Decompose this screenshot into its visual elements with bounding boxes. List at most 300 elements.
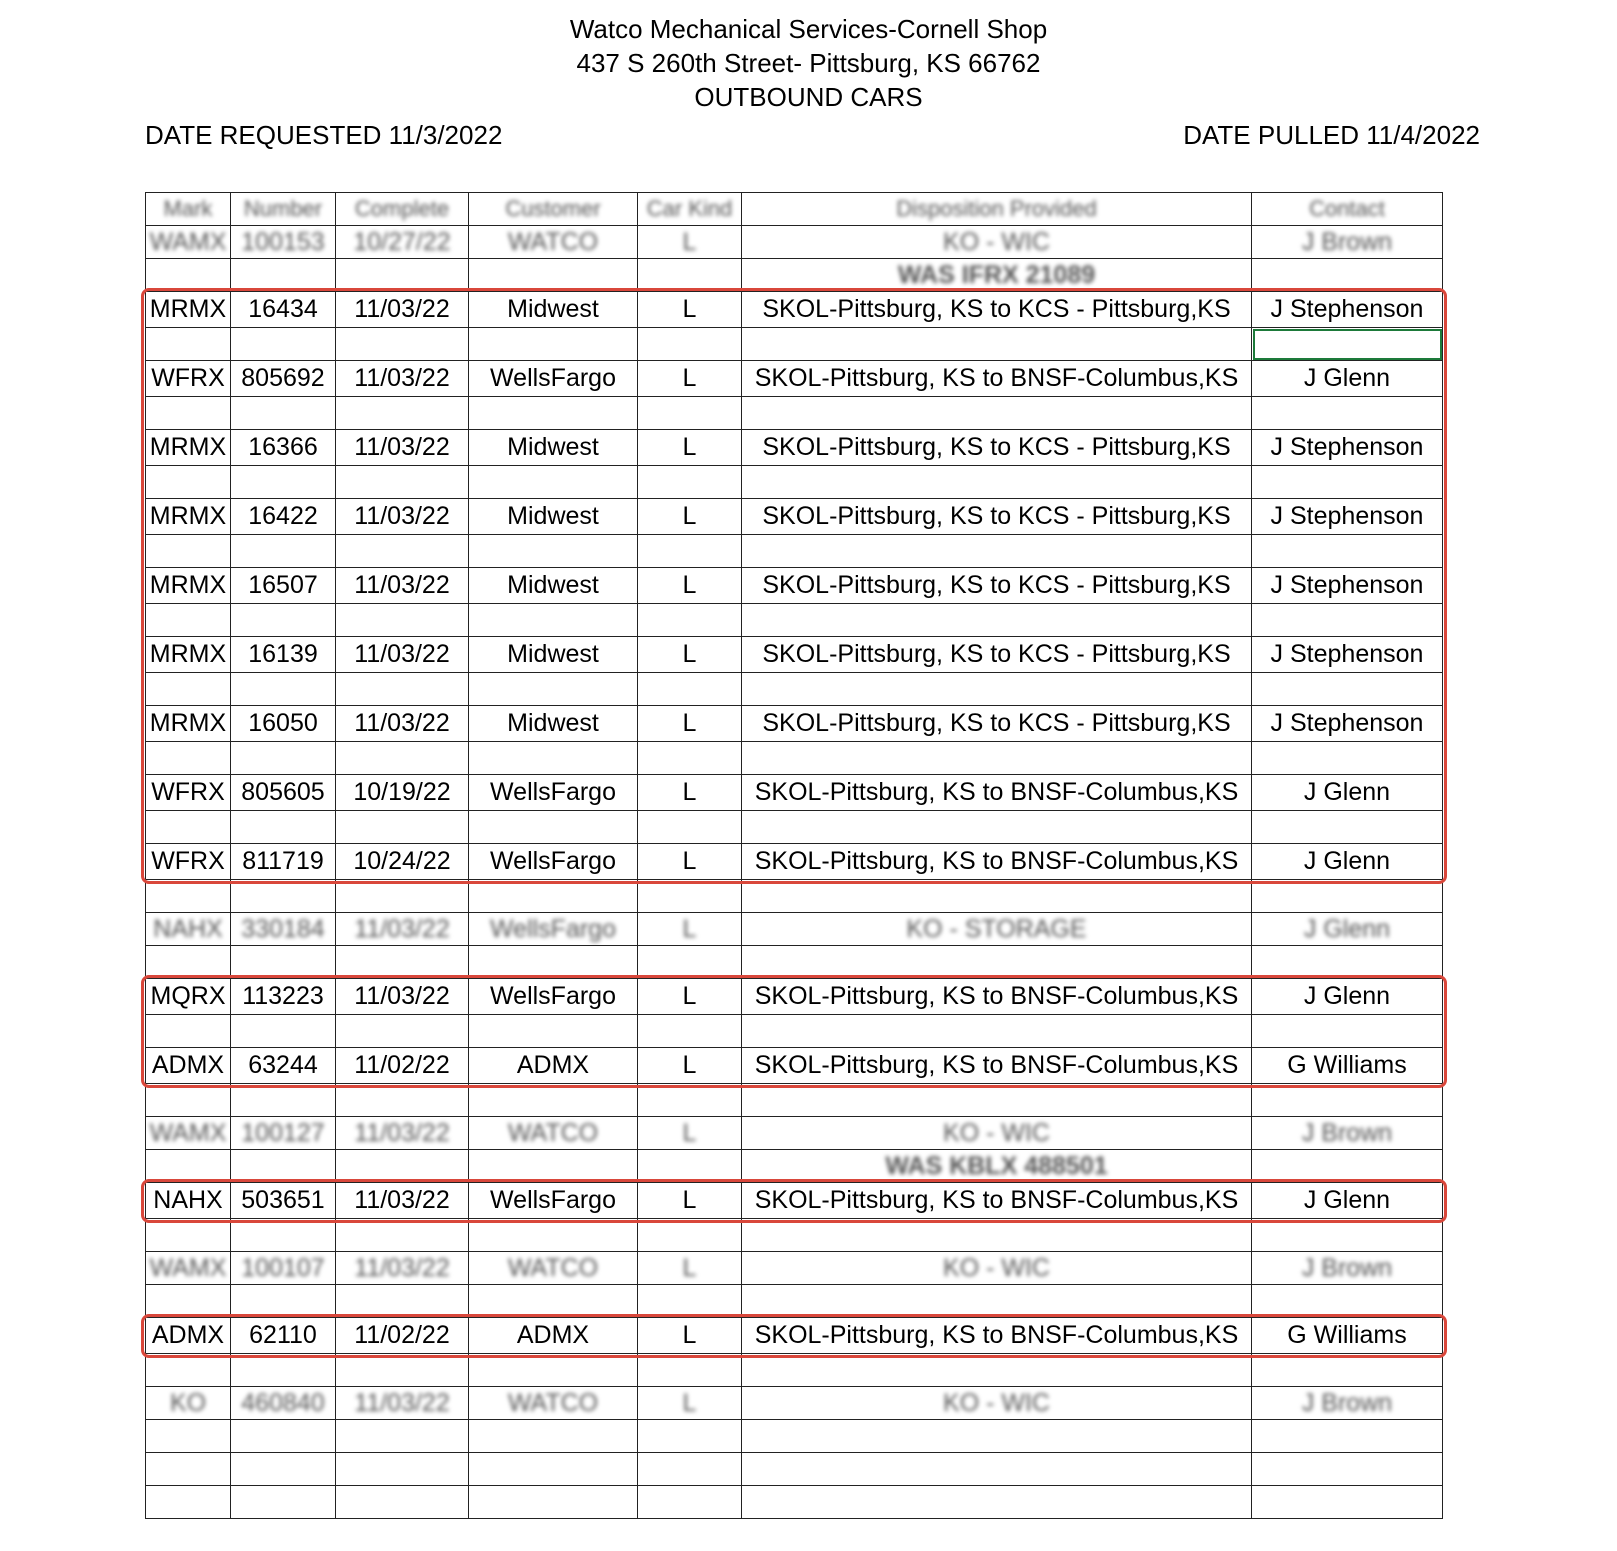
empty-cell[interactable] — [146, 397, 231, 430]
cell-number[interactable]: 330184 — [231, 913, 336, 946]
empty-cell[interactable] — [1252, 1453, 1443, 1486]
cell-contact[interactable]: J Stephenson — [1252, 499, 1443, 535]
cell-car-kind[interactable]: L — [638, 568, 742, 604]
empty-cell[interactable] — [1252, 397, 1443, 430]
cell-car-kind[interactable]: L — [638, 844, 742, 880]
cell-customer[interactable]: WATCO — [469, 1252, 638, 1285]
empty-cell[interactable] — [1252, 535, 1443, 568]
cell-contact[interactable]: J Brown — [1252, 226, 1443, 259]
cell-disposition[interactable]: SKOL-Pittsburg, KS to KCS - Pittsburg,KS — [742, 568, 1252, 604]
cell-contact[interactable]: J Stephenson — [1252, 706, 1443, 742]
cell-disposition[interactable]: KO - WIC — [742, 1387, 1252, 1420]
cell-contact[interactable]: J Glenn — [1252, 1183, 1443, 1219]
empty-row — [146, 1420, 1443, 1453]
empty-cell[interactable] — [146, 1015, 231, 1048]
empty-cell[interactable] — [742, 466, 1252, 499]
empty-cell[interactable] — [1252, 466, 1443, 499]
empty-cell[interactable] — [336, 811, 469, 844]
cell-number[interactable]: 503651 — [231, 1183, 336, 1219]
cell-car-kind[interactable]: L — [638, 775, 742, 811]
cell-number[interactable]: 100127 — [231, 1117, 336, 1150]
cell-customer[interactable]: Midwest — [469, 430, 638, 466]
empty-cell[interactable] — [469, 742, 638, 775]
cell-disposition[interactable]: SKOL-Pittsburg, KS to BNSF-Columbus,KS — [742, 775, 1252, 811]
cell-contact[interactable]: G Williams — [1252, 1318, 1443, 1354]
cell-customer[interactable]: WellsFargo — [469, 775, 638, 811]
empty-cell[interactable] — [469, 259, 638, 292]
cell-disposition[interactable]: KO - STORAGE — [742, 913, 1252, 946]
empty-cell[interactable] — [638, 880, 742, 913]
empty-cell[interactable] — [146, 1285, 231, 1318]
empty-cell[interactable] — [146, 259, 231, 292]
empty-cell[interactable] — [638, 1420, 742, 1453]
table-row — [146, 706, 1443, 742]
table-body — [146, 226, 1443, 1519]
empty-cell[interactable] — [638, 1453, 742, 1486]
table-row — [146, 361, 1443, 397]
document-title: OUTBOUND CARS — [694, 82, 923, 112]
cell-contact[interactable]: J Brown — [1252, 1117, 1443, 1150]
empty-cell[interactable] — [742, 1084, 1252, 1117]
empty-cell[interactable] — [336, 946, 469, 979]
cell-complete[interactable]: 10/19/22 — [336, 775, 469, 811]
cell-customer[interactable]: WATCO — [469, 226, 638, 259]
cell-car-kind[interactable]: L — [638, 979, 742, 1015]
cell-car-kind[interactable]: L — [638, 499, 742, 535]
empty-cell[interactable] — [231, 880, 336, 913]
empty-cell[interactable] — [336, 466, 469, 499]
cell-disposition[interactable]: SKOL-Pittsburg, KS to BNSF-Columbus,KS — [742, 979, 1252, 1015]
empty-cell[interactable] — [1252, 1219, 1443, 1252]
cell-mark[interactable]: WAMX — [146, 226, 231, 259]
empty-cell[interactable] — [638, 397, 742, 430]
empty-cell[interactable] — [469, 673, 638, 706]
empty-cell[interactable] — [638, 1084, 742, 1117]
cell-car-kind[interactable]: L — [638, 1048, 742, 1084]
empty-cell[interactable] — [231, 673, 336, 706]
cell-customer[interactable]: ADMX — [469, 1048, 638, 1084]
cell-mark[interactable]: MRMX — [146, 499, 231, 535]
empty-cell[interactable] — [146, 1084, 231, 1117]
cell-disposition[interactable]: KO - WIC — [742, 1117, 1252, 1150]
cell-car-kind[interactable]: L — [638, 1387, 742, 1420]
cell-car-kind[interactable]: L — [638, 1318, 742, 1354]
cell-disposition[interactable]: SKOL-Pittsburg, KS to BNSF-Columbus,KS — [742, 1048, 1252, 1084]
empty-cell[interactable] — [231, 397, 336, 430]
cell-complete[interactable]: 11/03/22 — [336, 499, 469, 535]
empty-cell[interactable] — [336, 535, 469, 568]
cell-contact[interactable]: J Glenn — [1252, 844, 1443, 880]
empty-cell[interactable] — [336, 1084, 469, 1117]
cell-complete[interactable]: 10/24/22 — [336, 844, 469, 880]
cell-contact[interactable]: J Brown — [1252, 1387, 1443, 1420]
empty-cell[interactable] — [1252, 1354, 1443, 1387]
empty-cell[interactable] — [742, 880, 1252, 913]
cell-customer[interactable]: Midwest — [469, 499, 638, 535]
empty-row — [146, 535, 1443, 568]
empty-cell[interactable] — [469, 1084, 638, 1117]
empty-cell[interactable] — [336, 1150, 469, 1183]
table-row — [146, 499, 1443, 535]
empty-cell[interactable] — [742, 1354, 1252, 1387]
empty-cell[interactable] — [231, 1420, 336, 1453]
cell-complete[interactable]: 11/03/22 — [336, 706, 469, 742]
empty-cell[interactable] — [469, 604, 638, 637]
empty-cell[interactable] — [231, 742, 336, 775]
empty-row — [146, 946, 1443, 979]
table-row — [146, 979, 1443, 1015]
col-header-mark: Mark — [146, 193, 231, 226]
cell-car-kind[interactable]: L — [638, 1117, 742, 1150]
cell-contact[interactable]: J Glenn — [1252, 361, 1443, 397]
empty-cell[interactable] — [469, 1453, 638, 1486]
cell-mark[interactable]: KO — [146, 1387, 231, 1420]
cell-complete[interactable]: 11/03/22 — [336, 568, 469, 604]
table-row — [146, 844, 1443, 880]
empty-cell[interactable] — [231, 946, 336, 979]
cell-customer[interactable]: Midwest — [469, 706, 638, 742]
cell-mark[interactable]: MRMX — [146, 637, 231, 673]
empty-cell[interactable] — [231, 811, 336, 844]
empty-cell[interactable] — [231, 1084, 336, 1117]
cell-disposition[interactable]: SKOL-Pittsburg, KS to BNSF-Columbus,KS — [742, 844, 1252, 880]
cell-customer[interactable]: WellsFargo — [469, 979, 638, 1015]
empty-cell[interactable] — [1252, 811, 1443, 844]
empty-cell[interactable] — [336, 397, 469, 430]
selected-cell[interactable] — [1252, 328, 1443, 361]
empty-cell[interactable] — [231, 1219, 336, 1252]
empty-cell[interactable] — [469, 1285, 638, 1318]
empty-row — [146, 397, 1443, 430]
empty-cell[interactable] — [638, 946, 742, 979]
cell-number[interactable]: 16366 — [231, 430, 336, 466]
cell-disposition[interactable]: SKOL-Pittsburg, KS to BNSF-Columbus,KS — [742, 1183, 1252, 1219]
cell-contact[interactable]: J Glenn — [1252, 913, 1443, 946]
empty-cell[interactable] — [231, 1453, 336, 1486]
cell-complete[interactable]: 10/27/22 — [336, 226, 469, 259]
cell-mark[interactable]: WFRX — [146, 361, 231, 397]
cell-mark[interactable]: WAMX — [146, 1117, 231, 1150]
empty-cell[interactable] — [146, 1150, 231, 1183]
empty-cell[interactable] — [742, 811, 1252, 844]
empty-cell[interactable] — [638, 1015, 742, 1048]
cell-mark[interactable]: MRMX — [146, 430, 231, 466]
cell-number[interactable]: 100153 — [231, 226, 336, 259]
empty-cell[interactable] — [638, 811, 742, 844]
cell-car-kind[interactable]: L — [638, 706, 742, 742]
empty-cell[interactable] — [336, 1354, 469, 1387]
empty-cell[interactable] — [146, 1486, 231, 1519]
cell-contact[interactable]: G Williams — [1252, 1048, 1443, 1084]
empty-cell[interactable] — [1252, 604, 1443, 637]
note-row — [146, 1150, 1443, 1183]
empty-cell[interactable] — [638, 673, 742, 706]
cell-number[interactable]: 16422 — [231, 499, 336, 535]
empty-cell[interactable] — [1252, 1015, 1443, 1048]
empty-cell[interactable] — [1252, 880, 1443, 913]
cell-number[interactable]: 16139 — [231, 637, 336, 673]
empty-cell[interactable] — [469, 880, 638, 913]
empty-cell[interactable] — [1252, 946, 1443, 979]
empty-cell[interactable] — [742, 328, 1252, 361]
cell-disposition[interactable]: SKOL-Pittsburg, KS to KCS - Pittsburg,KS — [742, 499, 1252, 535]
cell-car-kind[interactable]: L — [638, 226, 742, 259]
empty-cell[interactable] — [336, 673, 469, 706]
empty-cell[interactable] — [146, 673, 231, 706]
cell-number[interactable]: 16050 — [231, 706, 336, 742]
empty-cell[interactable] — [146, 1420, 231, 1453]
cell-mark[interactable]: NAHX — [146, 1183, 231, 1219]
col-header-car-kind: Car Kind — [638, 193, 742, 226]
note-text[interactable]: WAS KBLX 488501 — [742, 1150, 1252, 1183]
empty-cell[interactable] — [742, 604, 1252, 637]
empty-cell[interactable] — [1252, 1486, 1443, 1519]
empty-cell[interactable] — [469, 1150, 638, 1183]
empty-row — [146, 1015, 1443, 1048]
empty-cell[interactable] — [231, 1354, 336, 1387]
table-header-row — [146, 193, 1443, 226]
empty-cell[interactable] — [146, 811, 231, 844]
cell-contact[interactable]: J Stephenson — [1252, 430, 1443, 466]
cell-complete[interactable]: 11/03/22 — [336, 1183, 469, 1219]
empty-cell[interactable] — [638, 1219, 742, 1252]
empty-cell[interactable] — [336, 1285, 469, 1318]
empty-cell[interactable] — [146, 604, 231, 637]
cell-mark[interactable]: WFRX — [146, 844, 231, 880]
empty-cell[interactable] — [1252, 1420, 1443, 1453]
empty-cell[interactable] — [146, 1219, 231, 1252]
cell-customer[interactable]: Midwest — [469, 568, 638, 604]
empty-cell[interactable] — [146, 946, 231, 979]
cell-customer[interactable]: WATCO — [469, 1117, 638, 1150]
empty-cell[interactable] — [469, 1354, 638, 1387]
empty-cell[interactable] — [231, 259, 336, 292]
cell-mark[interactable]: MRMX — [146, 706, 231, 742]
cell-car-kind[interactable]: L — [638, 913, 742, 946]
empty-cell[interactable] — [638, 466, 742, 499]
empty-cell[interactable] — [742, 742, 1252, 775]
cell-complete[interactable]: 11/03/22 — [336, 1252, 469, 1285]
cell-mark[interactable]: NAHX — [146, 913, 231, 946]
empty-cell[interactable] — [1252, 1285, 1443, 1318]
empty-cell[interactable] — [1252, 1084, 1443, 1117]
cell-contact[interactable]: J Stephenson — [1252, 292, 1443, 328]
cell-complete[interactable]: 11/03/22 — [336, 979, 469, 1015]
cell-number[interactable]: 100107 — [231, 1252, 336, 1285]
empty-cell[interactable] — [336, 259, 469, 292]
empty-cell[interactable] — [146, 1453, 231, 1486]
cell-complete[interactable]: 11/02/22 — [336, 1048, 469, 1084]
cell-disposition[interactable]: KO - WIC — [742, 226, 1252, 259]
cell-number[interactable]: 805605 — [231, 775, 336, 811]
empty-cell[interactable] — [231, 1150, 336, 1183]
shop-name: Watco Mechanical Services-Cornell Shop — [569, 14, 1048, 44]
cell-car-kind[interactable]: L — [638, 637, 742, 673]
cell-disposition[interactable]: SKOL-Pittsburg, KS to BNSF-Columbus,KS — [742, 361, 1252, 397]
empty-cell[interactable] — [1252, 742, 1443, 775]
empty-cell[interactable] — [638, 1150, 742, 1183]
cell-mark[interactable]: ADMX — [146, 1318, 231, 1354]
empty-cell[interactable] — [146, 466, 231, 499]
empty-cell[interactable] — [146, 880, 231, 913]
empty-cell[interactable] — [469, 946, 638, 979]
empty-cell[interactable] — [231, 604, 336, 637]
empty-cell[interactable] — [146, 535, 231, 568]
empty-cell[interactable] — [336, 742, 469, 775]
empty-cell[interactable] — [146, 742, 231, 775]
empty-cell[interactable] — [742, 1219, 1252, 1252]
note-row — [146, 259, 1443, 292]
empty-cell[interactable] — [336, 604, 469, 637]
cell-number[interactable]: 460840 — [231, 1387, 336, 1420]
cell-customer[interactable]: ADMX — [469, 1318, 638, 1354]
cell-disposition[interactable]: SKOL-Pittsburg, KS to KCS - Pittsburg,KS — [742, 637, 1252, 673]
empty-row — [146, 673, 1443, 706]
cell-car-kind[interactable]: L — [638, 292, 742, 328]
empty-cell[interactable] — [231, 466, 336, 499]
empty-cell[interactable] — [1252, 259, 1443, 292]
empty-cell[interactable] — [336, 1420, 469, 1453]
empty-cell[interactable] — [336, 1486, 469, 1519]
empty-cell[interactable] — [231, 1285, 336, 1318]
empty-cell[interactable] — [469, 1486, 638, 1519]
cell-disposition[interactable]: KO - WIC — [742, 1252, 1252, 1285]
cell-number[interactable]: 63244 — [231, 1048, 336, 1084]
cell-mark[interactable]: WAMX — [146, 1252, 231, 1285]
empty-cell[interactable] — [1252, 1150, 1443, 1183]
empty-cell[interactable] — [469, 535, 638, 568]
cell-number[interactable]: 805692 — [231, 361, 336, 397]
cell-customer[interactable]: WellsFargo — [469, 1183, 638, 1219]
table-row — [146, 1048, 1443, 1084]
empty-cell[interactable] — [231, 1486, 336, 1519]
empty-cell[interactable] — [469, 397, 638, 430]
empty-cell[interactable] — [742, 1486, 1252, 1519]
empty-cell[interactable] — [469, 1219, 638, 1252]
empty-cell[interactable] — [638, 535, 742, 568]
cell-customer[interactable]: WellsFargo — [469, 361, 638, 397]
cell-mark[interactable]: ADMX — [146, 1048, 231, 1084]
cell-car-kind[interactable]: L — [638, 430, 742, 466]
date-requested: DATE REQUESTED 11/3/2022 — [145, 120, 503, 150]
empty-cell[interactable] — [231, 328, 336, 361]
empty-row — [146, 328, 1443, 361]
cell-mark[interactable]: MQRX — [146, 979, 231, 1015]
empty-cell[interactable] — [469, 466, 638, 499]
cell-number[interactable]: 16434 — [231, 292, 336, 328]
col-header-complete: Complete — [336, 193, 469, 226]
cell-complete[interactable]: 11/03/22 — [336, 430, 469, 466]
empty-row — [146, 1453, 1443, 1486]
empty-cell[interactable] — [638, 328, 742, 361]
cell-complete[interactable]: 11/03/22 — [336, 361, 469, 397]
cell-customer[interactable]: WellsFargo — [469, 844, 638, 880]
cell-disposition[interactable]: SKOL-Pittsburg, KS to KCS - Pittsburg,KS — [742, 706, 1252, 742]
empty-cell[interactable] — [1252, 673, 1443, 706]
empty-cell[interactable] — [469, 328, 638, 361]
empty-cell[interactable] — [638, 1285, 742, 1318]
cell-number[interactable]: 16507 — [231, 568, 336, 604]
empty-row — [146, 466, 1443, 499]
cell-customer[interactable]: Midwest — [469, 637, 638, 673]
cell-complete[interactable]: 11/03/22 — [336, 913, 469, 946]
cell-car-kind[interactable]: L — [638, 1183, 742, 1219]
empty-cell[interactable] — [638, 1486, 742, 1519]
cell-mark[interactable]: WFRX — [146, 775, 231, 811]
empty-cell[interactable] — [146, 1354, 231, 1387]
cell-contact[interactable]: J Stephenson — [1252, 637, 1443, 673]
cell-number[interactable]: 811719 — [231, 844, 336, 880]
empty-cell[interactable] — [742, 946, 1252, 979]
empty-cell[interactable] — [336, 1219, 469, 1252]
table-row — [146, 1387, 1443, 1420]
empty-cell[interactable] — [336, 1015, 469, 1048]
cell-mark[interactable]: MRMX — [146, 292, 231, 328]
empty-cell[interactable] — [638, 1354, 742, 1387]
cell-complete[interactable]: 11/02/22 — [336, 1318, 469, 1354]
cell-complete[interactable]: 11/03/22 — [336, 1117, 469, 1150]
date-pulled: DATE PULLED 11/4/2022 — [1183, 120, 1480, 150]
empty-cell[interactable] — [336, 1453, 469, 1486]
table-row — [146, 1183, 1443, 1219]
empty-cell[interactable] — [336, 328, 469, 361]
cell-complete[interactable]: 11/03/22 — [336, 292, 469, 328]
cell-contact[interactable]: J Stephenson — [1252, 568, 1443, 604]
cell-car-kind[interactable]: L — [638, 361, 742, 397]
empty-cell[interactable] — [638, 742, 742, 775]
empty-cell[interactable] — [469, 1015, 638, 1048]
table-row — [146, 292, 1443, 328]
cell-mark[interactable]: MRMX — [146, 568, 231, 604]
note-text[interactable]: WAS IFRX 21089 — [742, 259, 1252, 292]
cell-disposition[interactable]: SKOL-Pittsburg, KS to BNSF-Columbus,KS — [742, 1318, 1252, 1354]
cell-number[interactable]: 113223 — [231, 979, 336, 1015]
empty-cell[interactable] — [469, 1420, 638, 1453]
empty-cell[interactable] — [146, 328, 231, 361]
empty-row — [146, 1486, 1443, 1519]
empty-cell[interactable] — [742, 535, 1252, 568]
cell-disposition[interactable]: SKOL-Pittsburg, KS to KCS - Pittsburg,KS — [742, 430, 1252, 466]
cell-customer[interactable]: Midwest — [469, 292, 638, 328]
empty-cell[interactable] — [231, 1015, 336, 1048]
cell-customer[interactable]: WATCO — [469, 1387, 638, 1420]
empty-cell[interactable] — [742, 673, 1252, 706]
cell-contact[interactable]: J Glenn — [1252, 979, 1443, 1015]
empty-cell[interactable] — [742, 1453, 1252, 1486]
empty-cell[interactable] — [638, 259, 742, 292]
cell-contact[interactable]: J Brown — [1252, 1252, 1443, 1285]
cell-complete[interactable]: 11/03/22 — [336, 1387, 469, 1420]
empty-row — [146, 880, 1443, 913]
cell-complete[interactable]: 11/03/22 — [336, 637, 469, 673]
empty-cell[interactable] — [742, 1420, 1252, 1453]
empty-cell[interactable] — [742, 1285, 1252, 1318]
empty-row — [146, 742, 1443, 775]
empty-cell[interactable] — [742, 1015, 1252, 1048]
empty-row — [146, 1285, 1443, 1318]
cell-car-kind[interactable]: L — [638, 1252, 742, 1285]
empty-cell[interactable] — [231, 535, 336, 568]
empty-cell[interactable] — [638, 604, 742, 637]
table-row — [146, 913, 1443, 946]
cell-customer[interactable]: WellsFargo — [469, 913, 638, 946]
empty-cell[interactable] — [336, 880, 469, 913]
cell-number[interactable]: 62110 — [231, 1318, 336, 1354]
cell-contact[interactable]: J Glenn — [1252, 775, 1443, 811]
empty-cell[interactable] — [469, 811, 638, 844]
cell-disposition[interactable]: SKOL-Pittsburg, KS to KCS - Pittsburg,KS — [742, 292, 1252, 328]
empty-cell[interactable] — [742, 397, 1252, 430]
